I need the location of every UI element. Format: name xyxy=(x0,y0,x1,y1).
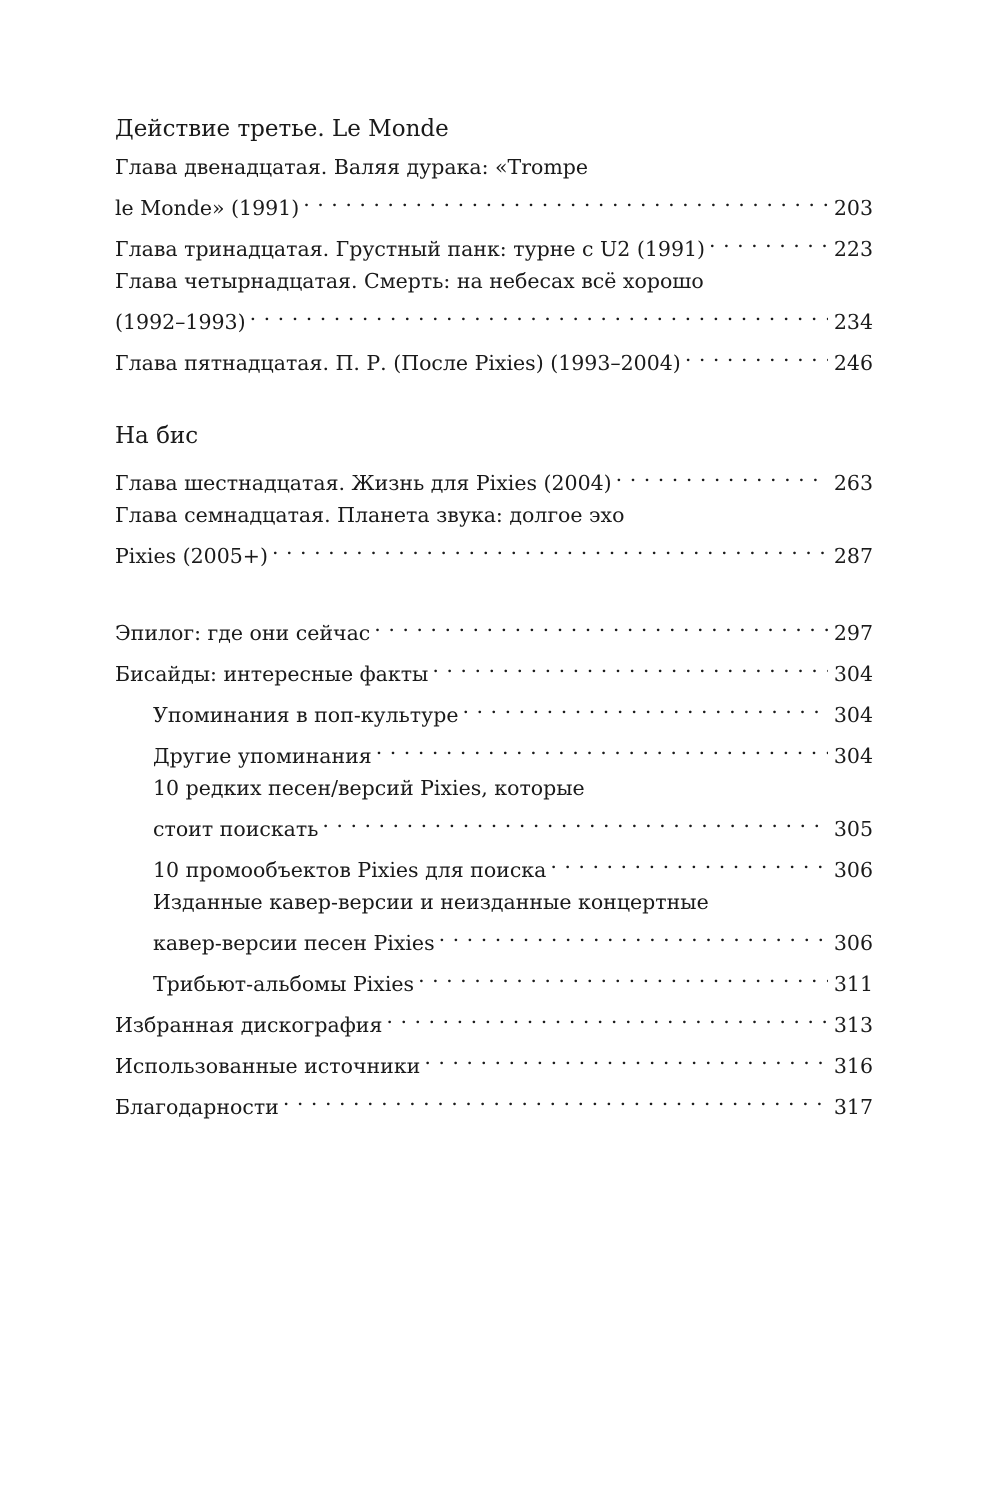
toc-entry-text: Упоминания в поп-культуре xyxy=(153,703,459,727)
toc-entry-text: Трибьют-альбомы Pixies xyxy=(153,972,415,996)
toc-entry-text: Эпилог: где они сейчас xyxy=(115,621,371,645)
toc-entry-text: Избранная дискография xyxy=(115,1013,383,1037)
leader-dots xyxy=(386,1000,827,1032)
leader-dots xyxy=(272,531,828,563)
toc-subentry-cover-versions xyxy=(115,886,873,959)
page-number: 203 xyxy=(833,196,873,220)
toc-entry-text: Использованные источники xyxy=(115,1054,421,1078)
page-number: 263 xyxy=(833,471,873,495)
toc-entry-text: Бисайды: интересные факты xyxy=(115,662,429,686)
toc-entry-epilogue xyxy=(115,608,873,649)
toc-entry-chapter-17 xyxy=(115,499,873,572)
page-number: 287 xyxy=(833,544,873,568)
toc-subentry-promo-objects xyxy=(115,845,873,886)
leader-dots xyxy=(439,918,828,950)
toc-entry-sources xyxy=(115,1041,873,1082)
page-number: 234 xyxy=(833,310,873,334)
leader-dots xyxy=(376,731,828,763)
page-number: 306 xyxy=(833,931,873,955)
encore-title: На бис xyxy=(115,423,199,449)
leader-dots xyxy=(418,959,828,991)
toc-entry-chapter-13 xyxy=(115,224,873,265)
leader-dots xyxy=(283,1082,828,1114)
table-of-contents xyxy=(115,112,873,1123)
toc-subentry-pop-culture xyxy=(115,690,873,731)
toc-entry-discography xyxy=(115,1000,873,1041)
toc-entry-text: Глава семнадцатая. Планета звука: долгое эхо xyxy=(115,503,625,527)
toc-entry-chapter-14 xyxy=(115,265,873,338)
page-number: 223 xyxy=(833,237,873,261)
toc-entry-text: Глава пятнадцатая. П. Р. (После Pixies) (1993–2004) xyxy=(115,351,681,375)
toc-entry-text: Глава четырнадцатая. Смерть: на небесах всё хорошо xyxy=(115,269,704,293)
leader-dots xyxy=(303,183,828,215)
leader-dots xyxy=(550,845,828,877)
toc-entry-text: Изданные кавер-версии и неизданные концертные xyxy=(153,890,709,914)
toc-entry-text: Другие упоминания xyxy=(153,744,372,768)
toc-entry-text: 10 редких песен/версий Pixies, которые xyxy=(153,776,585,800)
toc-entry-b-sides xyxy=(115,649,873,690)
leader-dots xyxy=(250,297,828,329)
toc-entry-text: Глава двенадцатая. Валяя дурака: «Trompe xyxy=(115,155,589,179)
leader-dots xyxy=(462,690,827,722)
page-number: 304 xyxy=(833,662,873,686)
leader-dots xyxy=(616,458,828,490)
page-number: 316 xyxy=(833,1054,873,1078)
toc-entry-text: Благодарности xyxy=(115,1095,279,1119)
leader-dots xyxy=(424,1041,828,1073)
page-number: 317 xyxy=(833,1095,873,1119)
toc-entry-text-cont: кавер-версии песен Pixies xyxy=(153,931,435,955)
toc-entry-acknowledgements xyxy=(115,1082,873,1123)
toc-entry-text-cont: Pixies (2005+) xyxy=(115,544,268,568)
toc-entry-chapter-12 xyxy=(115,151,873,224)
leader-dots xyxy=(685,338,828,370)
leader-dots xyxy=(374,608,828,640)
page-number: 246 xyxy=(833,351,873,375)
page-number: 311 xyxy=(833,972,873,996)
page-number: 304 xyxy=(833,744,873,768)
leader-dots xyxy=(432,649,828,681)
toc-entry-text: Глава шестнадцатая. Жизнь для Pixies (2004) xyxy=(115,471,612,495)
toc-entry-chapter-15 xyxy=(115,338,873,379)
toc-subentry-rare-songs xyxy=(115,772,873,845)
toc-entry-text-cont: le Monde» (1991) xyxy=(115,196,300,220)
page-number: 313 xyxy=(833,1013,873,1037)
page-number: 297 xyxy=(833,621,873,645)
leader-dots xyxy=(322,804,827,836)
page-number: 305 xyxy=(833,817,873,841)
toc-subentry-tribute-albums xyxy=(115,959,873,1000)
leader-dots xyxy=(709,224,828,256)
toc-entry-text: Глава тринадцатая. Грустный панк: турне с U2 (1991) xyxy=(115,237,706,261)
toc-entry-text-cont: (1992–1993) xyxy=(115,310,246,334)
toc-entry-text: 10 промообъектов Pixies для поиска xyxy=(153,858,547,882)
part-three-title: Действие третье. Le Monde xyxy=(115,116,449,142)
page-number: 304 xyxy=(833,703,873,727)
toc-subentry-other-mentions xyxy=(115,731,873,772)
toc-entry-text-cont: стоит поискать xyxy=(153,817,319,841)
page-number: 306 xyxy=(833,858,873,882)
toc-entry-chapter-16 xyxy=(115,458,873,499)
